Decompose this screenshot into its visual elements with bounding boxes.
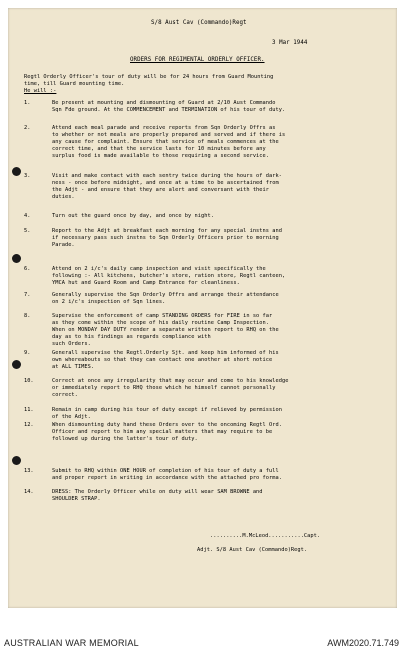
item-text-line: ness - once before midnight, and once at a time to be ascertained from xyxy=(52,180,279,186)
intro-line: time, till Guard mounting time. xyxy=(24,81,125,87)
item-text-line: Attend on 2 i/c's daily camp inspection and visit specifically the xyxy=(52,266,266,272)
signature-title: Adjt. S/8 Aust Cav (Commando)Regt. xyxy=(197,547,308,553)
item-text-line: day as to his findings as regards compliance with xyxy=(52,334,211,340)
unit-heading: S/8 Aust Cav (Commando)Regt xyxy=(151,20,247,26)
item-text-line: Attend each meal parade and receive reports from Sqn Orderly Offrs as xyxy=(52,125,276,131)
item-text-line: SHOULDER STRAP. xyxy=(52,496,101,502)
he-will-label: He will :- xyxy=(24,88,57,94)
item-text-line: if necessary pass such instns to Sqn Orderly Officers prior to morning xyxy=(52,235,279,241)
item-text-line: such Orders. xyxy=(52,341,91,347)
item-text-line: and proper report in writing in accordance with the attached pro forma. xyxy=(52,475,282,481)
institution-name: AUSTRALIAN WAR MEMORIAL xyxy=(4,638,139,648)
item-text-line: to whether or not meals are properly prepared and served and if there is xyxy=(52,132,286,138)
item-text-line: own whereabouts so that they can contact one another at short notice xyxy=(52,357,273,363)
item-number: 2. xyxy=(24,125,31,131)
item-text-line: DRESS: The Orderly Officer while on duty will wear SAM BROWNE and xyxy=(52,489,263,495)
item-number: 4. xyxy=(24,213,31,219)
document-title: ORDERS FOR REGIMENTAL ORDERLY OFFICER. xyxy=(130,57,265,63)
item-text-line: of the Adjt. xyxy=(52,414,91,420)
punch-hole xyxy=(12,456,21,465)
accession-number: AWM2020.71.749 xyxy=(327,638,399,648)
item-text-line: Submit to RHQ within ONE HOUR of completion of his tour of duty a full xyxy=(52,468,279,474)
item-text-line: duties. xyxy=(52,194,75,200)
item-text-line: followed up during the latter's tour of duty. xyxy=(52,436,198,442)
item-number: 8. xyxy=(24,313,31,319)
item-text-line: Sqn Fde ground. At the COMMENCEMENT and TERMINATION of his tour of duty. xyxy=(52,107,286,113)
item-text-line: Turn out the guard once by day, and once by night. xyxy=(52,213,214,219)
item-text-line: Be present at mounting and dismounting of Guard at 2/10 Aust Commando xyxy=(52,100,276,106)
punch-hole xyxy=(12,167,21,176)
document-page xyxy=(8,8,397,608)
item-text-line: YMCA hut and Guard Room and Camp Entrance for cleanliness. xyxy=(52,280,240,286)
item-text-line: Remain in camp during his tour of duty except if relieved by permission xyxy=(52,407,282,413)
item-text-line: Report to the Adjt at breakfast each morning for any special instns and xyxy=(52,228,282,234)
item-number: 3. xyxy=(24,173,31,179)
item-text-line: or immediately report to RHQ those which he himself cannot personally xyxy=(52,385,276,391)
item-text-line: Visit and make contact with each sentry twice during the hours of dark- xyxy=(52,173,282,179)
item-text-line: correct time, and that the service lasts for 10 minutes before any xyxy=(52,146,266,152)
signature-line: ..........M.McLeod...........Capt. xyxy=(210,533,321,539)
item-text-line: Generall supervise the Regtl.Orderly Sjt. and keep him informed of his xyxy=(52,350,279,356)
item-text-line: Officer and report to him any special matters that may require to be xyxy=(52,429,273,435)
archive-footer xyxy=(0,610,405,653)
item-number: 13. xyxy=(24,468,34,474)
intro-line: Regtl Orderly Officer's tour of duty will be for 24 hours from Guard Mounting xyxy=(24,74,274,80)
item-text-line: When dismounting duty hand these Orders over to the oncoming Regtl Ord. xyxy=(52,422,282,428)
item-text-line: as they come within the scope of his daily routine Camp Inspection. xyxy=(52,320,270,326)
item-number: 10. xyxy=(24,378,34,384)
document-date: 3 Mar 1944 xyxy=(272,40,308,46)
item-text-line: Supervise the enforcement of camp STANDING ORDERS for FIRE in so far xyxy=(52,313,273,319)
punch-hole xyxy=(12,254,21,263)
item-text-line: Correct at once any irregularity that may occur and come to his knowledge xyxy=(52,378,289,384)
item-number: 9. xyxy=(24,350,31,356)
item-text-line: any cause for complaint. Ensure that service of meals commences at the xyxy=(52,139,279,145)
item-text-line: surplus food is made available to those requiring a second service. xyxy=(52,153,270,159)
item-text-line: the Adjt - and ensure that they are alert and conversant with their xyxy=(52,187,270,193)
item-number: 11. xyxy=(24,407,34,413)
item-text-line: at ALL TIMES. xyxy=(52,364,95,370)
item-text-line: on 2 i/c's inspection of Sqn lines. xyxy=(52,299,166,305)
item-number: 1. xyxy=(24,100,31,106)
item-text-line: Parade. xyxy=(52,242,75,248)
punch-hole xyxy=(12,360,21,369)
item-number: 5. xyxy=(24,228,31,234)
item-text-line: Generally supervise the Sqn Orderly Offrs and arrange their attendance xyxy=(52,292,279,298)
item-text-line: correct. xyxy=(52,392,78,398)
item-text-line: When on MONDAY DAY DUTY render a separate written report to RHQ on the xyxy=(52,327,279,333)
item-number: 12. xyxy=(24,422,34,428)
item-number: 14. xyxy=(24,489,34,495)
item-number: 7. xyxy=(24,292,31,298)
item-number: 6. xyxy=(24,266,31,272)
item-text-line: following :- All kitchens, butcher's store, ration store, Regtl canteen, xyxy=(52,273,286,279)
